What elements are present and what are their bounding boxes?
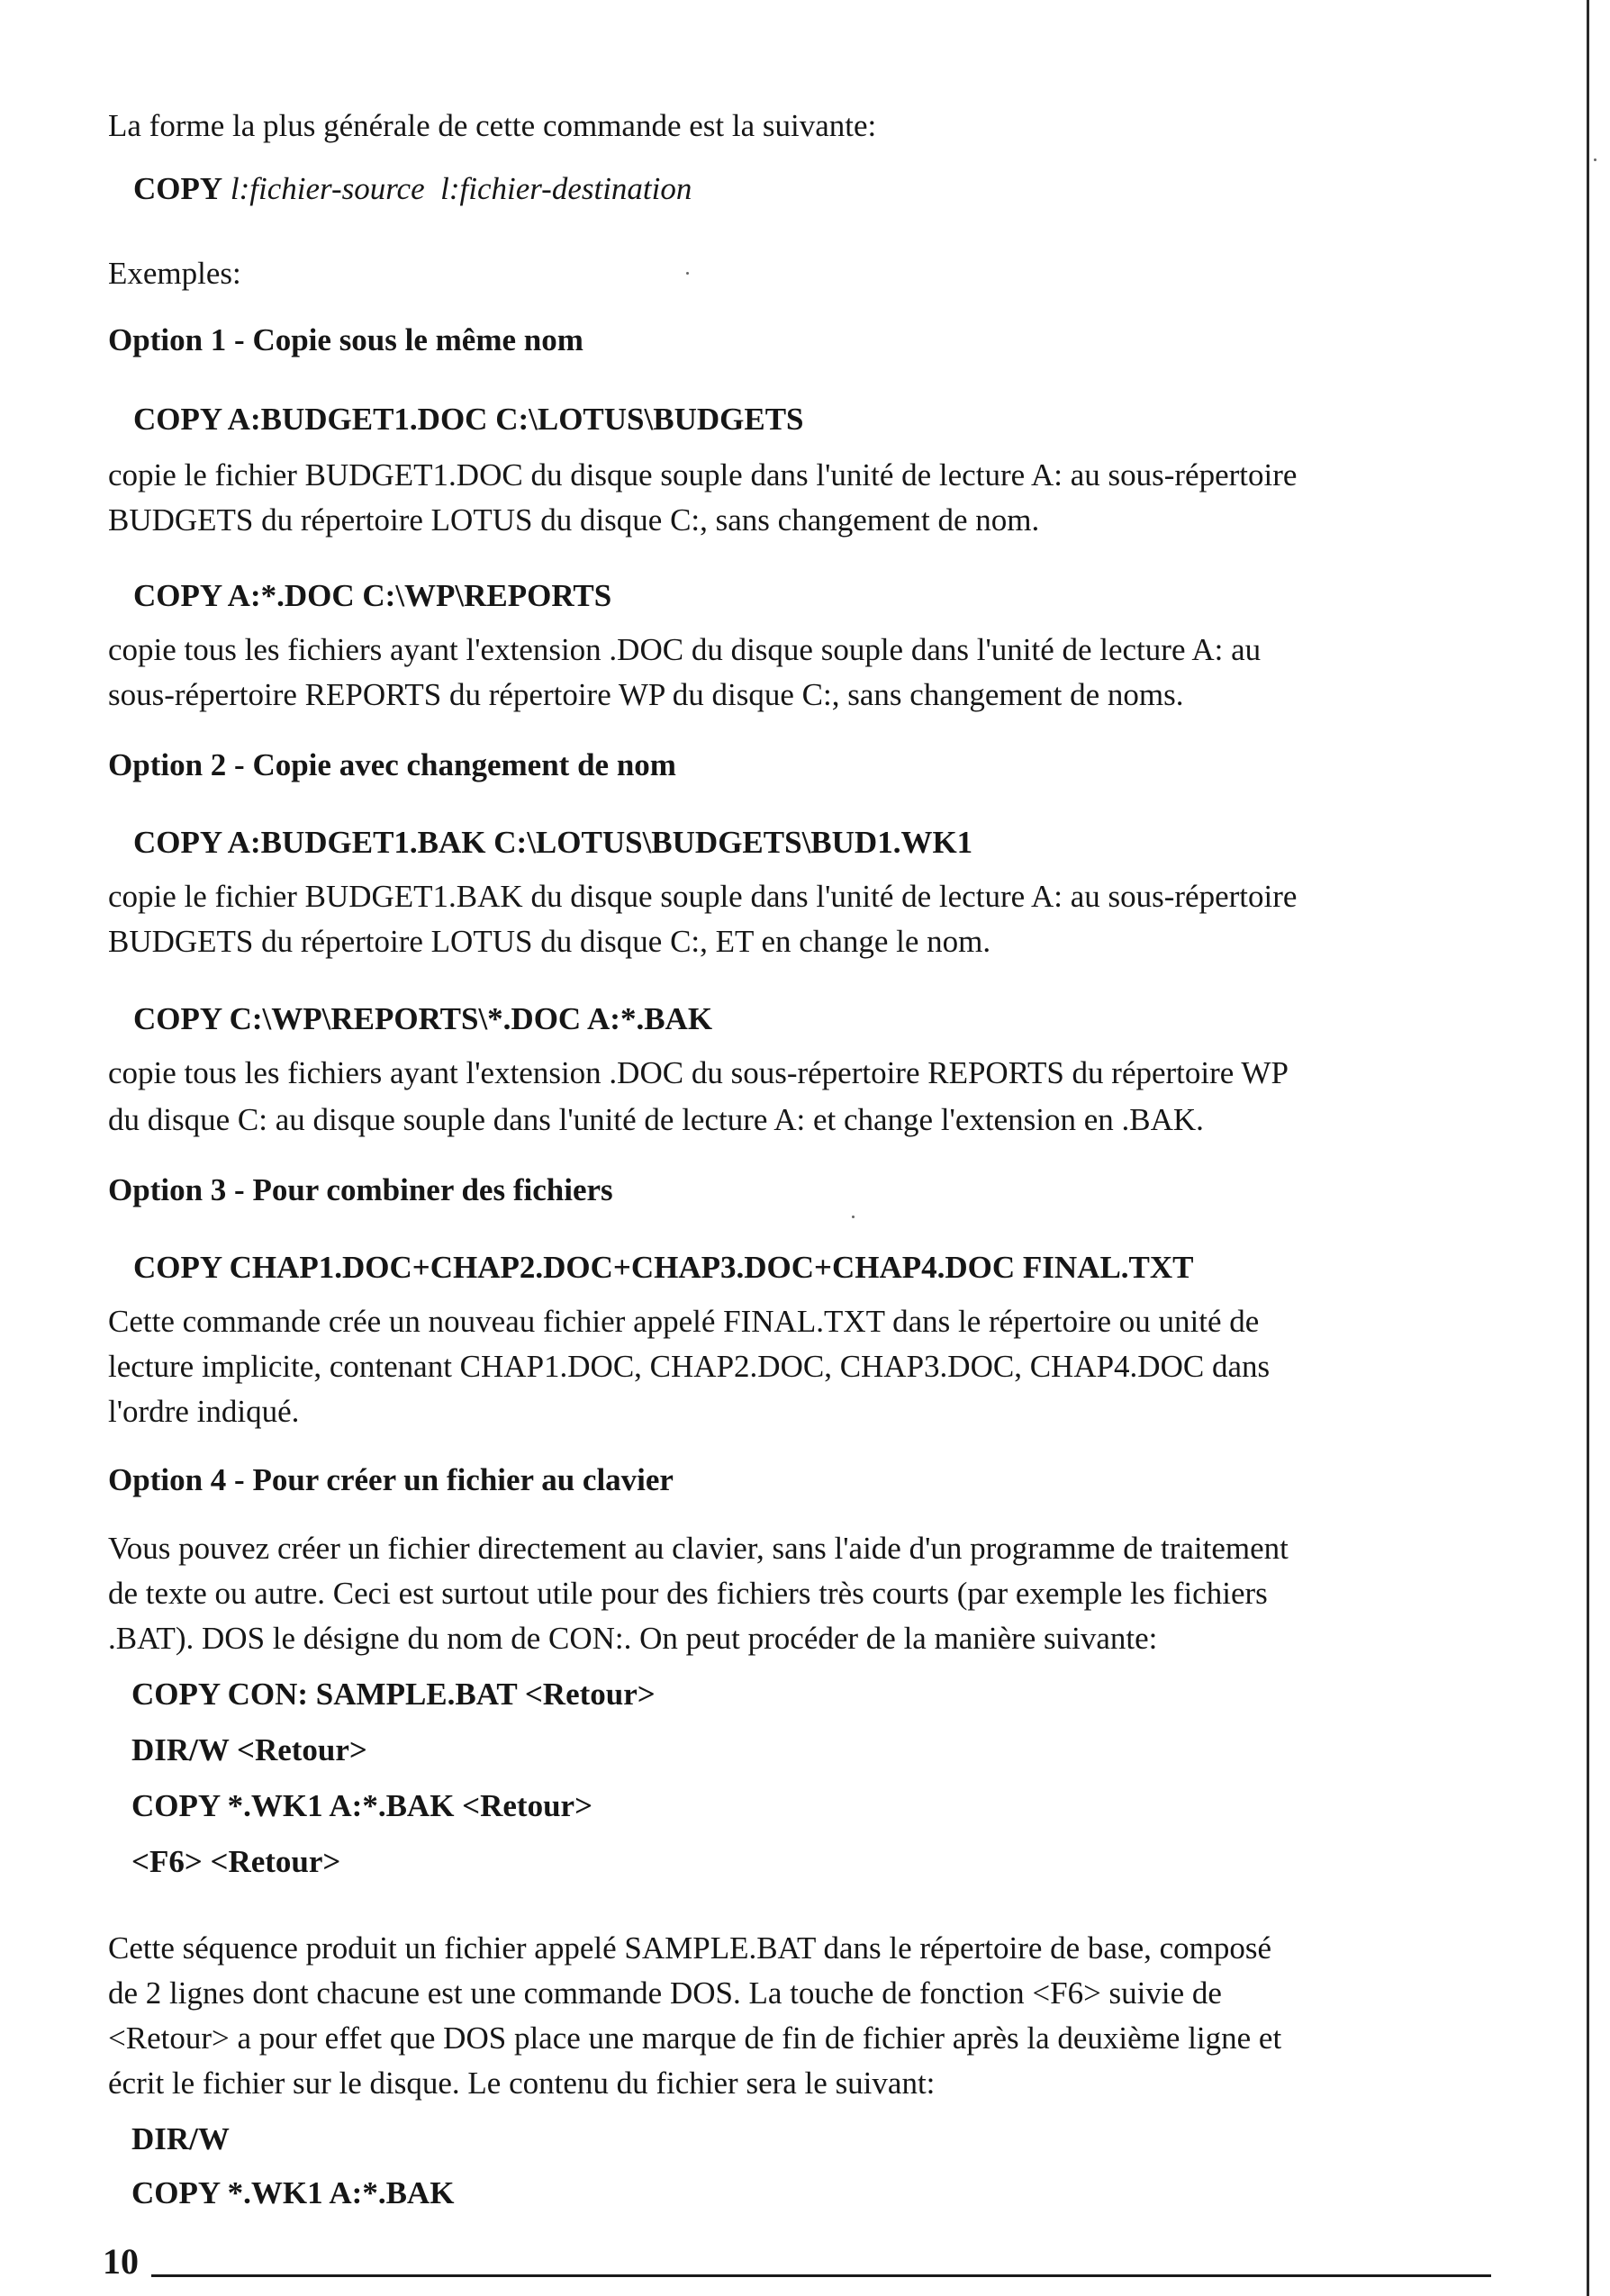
option4-step: DIR/W <Retour> <box>131 1732 367 1767</box>
footer-rule <box>151 2274 1491 2277</box>
option3-heading: Option 3 - Pour combiner des fichiers <box>108 1172 613 1207</box>
option4-step: <F6> <Retour> <box>131 1844 341 1879</box>
option1-command-1: COPY A:BUDGET1.DOC C:\LOTUS\BUDGETS <box>133 402 804 437</box>
option3-command: COPY CHAP1.DOC+CHAP2.DOC+CHAP3.DOC+CHAP4.DOC FINAL.TXT <box>133 1250 1194 1285</box>
option3-desc-line1: Cette commande crée un nouveau fichier appelé FINAL.TXT dans le répertoire ou unité de <box>108 1304 1260 1339</box>
file-content-line: DIR/W <box>131 2121 230 2156</box>
option2-desc-2-line1: copie tous les fichiers ayant l'extension .DOC du sous-répertoire REPORTS du répertoire WP <box>108 1055 1289 1090</box>
scan-speck <box>1594 158 1596 161</box>
option1-heading: Option 1 - Copie sous le même nom <box>108 322 583 357</box>
option4-step: COPY *.WK1 A:*.BAK <Retour> <box>131 1788 593 1823</box>
option2-command-2: COPY C:\WP\REPORTS\*.DOC A:*.BAK <box>133 1001 713 1036</box>
option1-command-2: COPY A:*.DOC C:\WP\REPORTS <box>133 578 612 613</box>
option1-desc-1-line1: copie le fichier BUDGET1.DOC du disque souple dans l'unité de lecture A: au sous-répertoire <box>108 457 1298 493</box>
option4-result-line2: de 2 lignes dont chacune est une commande DOS. La touche de fonction <F6> suivie de <box>108 1975 1222 2011</box>
file-content-line: COPY *.WK1 A:*.BAK <box>131 2175 455 2210</box>
option1-desc-2-line1: copie tous les fichiers ayant l'extension .DOC du disque souple dans l'unité de lecture A: au <box>108 632 1262 667</box>
option4-heading: Option 4 - Pour créer un fichier au clavier <box>108 1462 674 1497</box>
examples-label: Exemples: <box>108 256 241 291</box>
option1-desc-1-line2: BUDGETS du répertoire LOTUS du disque C:, sans changement de nom. <box>108 502 1040 538</box>
scan-speck <box>686 272 689 275</box>
option3-desc-line3: l'ordre indiqué. <box>108 1394 300 1429</box>
option2-desc-1-line1: copie le fichier BUDGET1.BAK du disque souple dans l'unité de lecture A: au sous-répertoire <box>108 879 1298 914</box>
syntax-source: l:fichier-source <box>230 171 425 206</box>
syntax-destination: l:fichier-destination <box>440 171 692 206</box>
option2-desc-2-line2: du disque C: au disque souple dans l'unité de lecture A: et change l'extension en .BAK. <box>108 1102 1204 1137</box>
option4-step: COPY CON: SAMPLE.BAT <Retour> <box>131 1677 656 1712</box>
option1-desc-2-line2: sous-répertoire REPORTS du répertoire WP du disque C:, sans changement de noms. <box>108 677 1184 712</box>
page-number: 10 <box>103 2241 139 2282</box>
intro-text: La forme la plus générale de cette commande est la suivante: <box>108 108 877 143</box>
option2-heading: Option 2 - Copie avec changement de nom <box>108 747 676 782</box>
option2-command-1: COPY A:BUDGET1.BAK C:\LOTUS\BUDGETS\BUD1.WK1 <box>133 825 973 860</box>
scan-speck <box>852 1216 855 1218</box>
option4-desc-line1: Vous pouvez créer un fichier directement au clavier, sans l'aide d'un programme de traitement <box>108 1531 1289 1566</box>
option4-result-line3: <Retour> a pour effet que DOS place une marque de fin de fichier après la deuxième ligne et <box>108 2020 1282 2056</box>
scan-edge-line <box>1587 0 1589 2296</box>
syntax-command: COPY <box>133 171 223 206</box>
option3-desc-line2: lecture implicite, contenant CHAP1.DOC, CHAP2.DOC, CHAP3.DOC, CHAP4.DOC dans <box>108 1349 1271 1384</box>
syntax-line <box>133 169 692 209</box>
option4-desc-line3: .BAT). DOS le désigne du nom de CON:. On peut procéder de la manière suivante: <box>108 1621 1158 1656</box>
option2-desc-1-line2: BUDGETS du répertoire LOTUS du disque C:, ET en change le nom. <box>108 924 991 959</box>
option4-desc-line2: de texte ou autre. Ceci est surtout utile pour des fichiers très courts (par exemple les fichiers <box>108 1576 1268 1611</box>
option4-result-line4: écrit le fichier sur le disque. Le contenu du fichier sera le suivant: <box>108 2065 936 2101</box>
option4-result-line1: Cette séquence produit un fichier appelé SAMPLE.BAT dans le répertoire de base, composé <box>108 1930 1272 1966</box>
